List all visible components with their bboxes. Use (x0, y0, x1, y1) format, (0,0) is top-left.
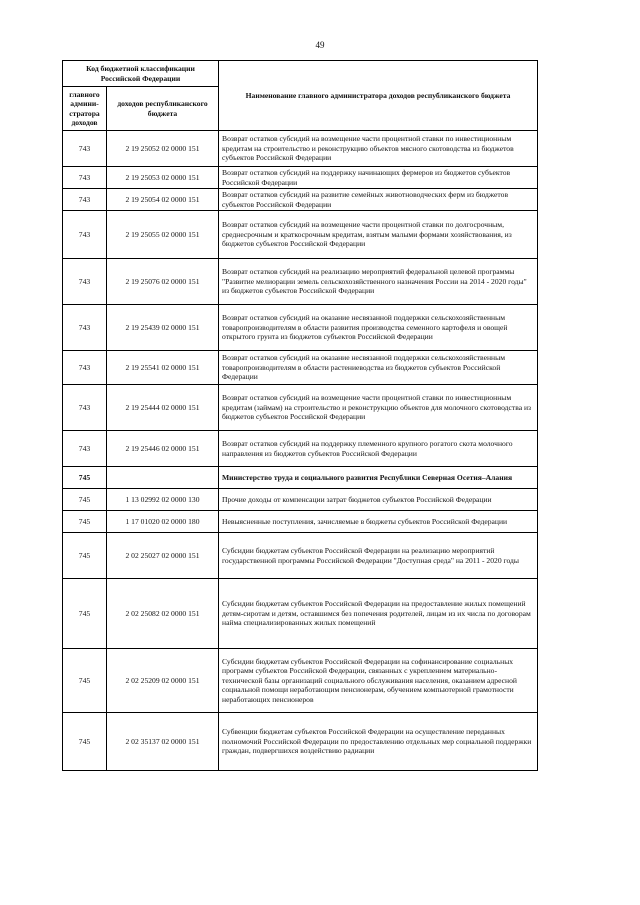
income-name-cell: Возврат остатков субсидий на возмещение части процентной ставки по инвестиционным кредитам на строительство и реконструкцию объектов мясного скотоводства из бюджетов субъектов Российской Федерации (219, 131, 538, 167)
table-row (63, 385, 538, 431)
income-code-cell: 2 02 35137 02 0000 151 (107, 713, 219, 771)
income-code-cell: 1 17 01020 02 0000 180 (107, 511, 219, 533)
admin-code-cell: 745 (63, 579, 107, 649)
income-code-cell: 2 02 25082 02 0000 151 (107, 579, 219, 649)
income-code-cell: 2 19 25052 02 0000 151 (107, 131, 219, 167)
income-name-cell: Возврат остатков субсидий на развитие семейных животноводческих ферм из бюджетов субъектов Российской Федерации (219, 189, 538, 211)
admin-code-cell: 745 (63, 511, 107, 533)
admin-code-cell: 743 (63, 167, 107, 189)
header-name-column: Наименование главного администратора доходов республиканского бюджета (219, 61, 538, 131)
table-row (63, 713, 538, 771)
income-name-cell: Субсидии бюджетам субъектов Российской Федерации на софинансирование социальных программ субъектов Российской Федерации, связанных с укреплением материально-технической базы организаций социального обслуживания населения, оказанием адресной социальной помощи неработающим пенсионерам, обучением компьютерной грамотности неработающих пенсионеров (219, 649, 538, 713)
table-row (63, 649, 538, 713)
table-row (63, 489, 538, 511)
table-row (63, 167, 538, 189)
income-code-cell: 2 02 25209 02 0000 151 (107, 649, 219, 713)
income-code-cell: 2 19 25439 02 0000 151 (107, 305, 219, 351)
income-code-cell: 2 19 25541 02 0000 151 (107, 351, 219, 385)
table-row (63, 131, 538, 167)
income-name-cell: Прочие доходы от компенсации затрат бюджетов субъектов Российской Федерации (219, 489, 538, 511)
income-code-cell (107, 467, 219, 489)
income-name-cell: Возврат остатков субсидий на поддержку племенного крупного рогатого скота молочного направления из бюджетов субъектов Российской Федерации (219, 431, 538, 467)
admin-code-cell: 743 (63, 385, 107, 431)
income-name-cell: Возврат остатков субсидий на поддержку начинающих фермеров из бюджетов субъектов Российской Федерации (219, 167, 538, 189)
admin-code-cell: 745 (63, 489, 107, 511)
admin-code-cell: 745 (63, 533, 107, 579)
income-name-cell: Возврат остатков субсидий на оказание несвязанной поддержки сельскохозяйственным товаропроизводителям в области растениеводства из бюджетов субъектов Российской Федерации (219, 351, 538, 385)
table-row (63, 467, 538, 489)
admin-code-cell: 743 (63, 305, 107, 351)
admin-code-cell: 745 (63, 713, 107, 771)
income-name-cell: Возврат остатков субсидий на реализацию мероприятий федеральной целевой программы "Развитие мелиорации земель сельскохозяйственного назначения России на 2014 - 2020 годы" из бюджетов субъектов Российской Федерации (219, 259, 538, 305)
budget-classification-table (62, 60, 538, 771)
income-code-cell: 2 19 25076 02 0000 151 (107, 259, 219, 305)
income-name-cell: Субвенции бюджетам субъектов Российской Федерации на осуществление переданных полномочий Российской Федерации по предоставлению отдельных мер социальной поддержки граждан, подвергшихся воздействию радиации (219, 713, 538, 771)
income-code-cell: 2 19 25055 02 0000 151 (107, 211, 219, 259)
income-name-cell: Субсидии бюджетам субъектов Российской Федерации на реализацию мероприятий государственной программы Российской Федерации "Доступная среда" на 2011 - 2020 годы (219, 533, 538, 579)
income-code-cell: 2 19 25444 02 0000 151 (107, 385, 219, 431)
income-name-cell: Министерство труда и социального развития Республики Северная Осетия–Алания (219, 467, 538, 489)
admin-code-cell: 743 (63, 131, 107, 167)
table-row (63, 579, 538, 649)
header-code-column: доходов республиканского бюджета (107, 87, 219, 131)
table-row (63, 431, 538, 467)
admin-code-cell: 743 (63, 431, 107, 467)
admin-code-cell: 743 (63, 351, 107, 385)
income-code-cell: 2 19 25054 02 0000 151 (107, 189, 219, 211)
admin-code-cell: 743 (63, 189, 107, 211)
income-code-cell: 2 19 25053 02 0000 151 (107, 167, 219, 189)
income-name-cell: Субсидии бюджетам субъектов Российской Федерации на предоставление жилых помещений детям-сиротам и детям, оставшимся без попечения родителей, лицам из их числа по договорам найма специализированных жилых помещений (219, 579, 538, 649)
table-row (63, 305, 538, 351)
income-code-cell: 1 13 02992 02 0000 130 (107, 489, 219, 511)
admin-code-cell: 745 (63, 649, 107, 713)
table-row (63, 211, 538, 259)
income-name-cell: Возврат остатков субсидий на возмещение части процентной ставки по инвестиционным кредитам (займам) на строительство и реконструкцию объектов для молочного скотоводства из бюджетов субъектов Российской Федерации (219, 385, 538, 431)
income-name-cell: Невыясненные поступления, зачисляемые в бюджеты субъектов Российской Федерации (219, 511, 538, 533)
table-row (63, 533, 538, 579)
table-row (63, 189, 538, 211)
admin-code-cell: 743 (63, 259, 107, 305)
income-name-cell: Возврат остатков субсидий на оказание несвязанной поддержки сельскохозяйственным товаропроизводителям в области развития производства семенного картофеля и овощей открытого грунта из бюджетов субъектов Российской Федерации (219, 305, 538, 351)
income-name-cell: Возврат остатков субсидий на возмещение части процентной ставки по долгосрочным, среднесрочным и краткосрочным кредитам, взятым малыми формами хозяйствования, из бюджетов субъектов Российской Федерации (219, 211, 538, 259)
income-code-cell: 2 19 25446 02 0000 151 (107, 431, 219, 467)
table-row (63, 511, 538, 533)
admin-code-cell: 745 (63, 467, 107, 489)
header-admin-column: главного админи-стратора доходов (63, 87, 107, 131)
header-group-title: Код бюджетной классификации Российской Федерации (63, 61, 219, 87)
table-row (63, 351, 538, 385)
table-row (63, 259, 538, 305)
admin-code-cell: 743 (63, 211, 107, 259)
income-code-cell: 2 02 25027 02 0000 151 (107, 533, 219, 579)
page-number: 49 (315, 40, 325, 50)
